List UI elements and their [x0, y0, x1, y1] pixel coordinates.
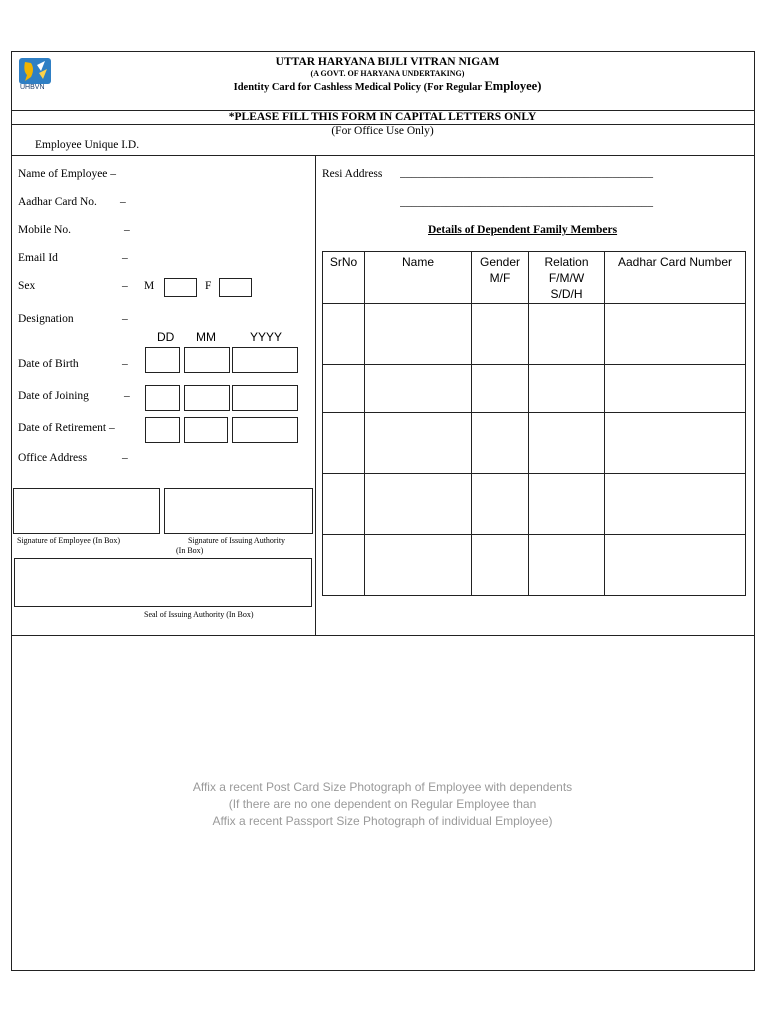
authority-signature-caption: [164, 536, 309, 556]
dob-dash: –: [122, 358, 128, 370]
table-row: [323, 413, 746, 474]
office-use-note: (For Office Use Only): [331, 125, 434, 137]
photo-note-line1: Affix a recent Post Card Size Photograph of Employee with dependents: [192, 780, 573, 794]
cell-srno[interactable]: [323, 365, 365, 413]
mm-header: MM: [196, 330, 216, 344]
col-gender-sub: M/F: [489, 271, 511, 285]
authority-signature-box[interactable]: [164, 488, 313, 534]
cell-srno[interactable]: [323, 474, 365, 535]
sex-dash: –: [122, 280, 128, 292]
aadhar-dash: –: [120, 196, 126, 208]
dob-label: Date of Birth: [18, 358, 79, 370]
card-title: [180, 79, 595, 94]
col-aadhar-label: Aadhar Card Number: [617, 255, 733, 269]
col-relation: [529, 252, 605, 304]
sex-m-label: M: [144, 280, 155, 292]
cell-srno[interactable]: [323, 535, 365, 596]
aadhar-label: Aadhar Card No.: [18, 196, 97, 208]
photo-note-line3: Affix a recent Passport Size Photograph of individual Employee): [212, 814, 553, 828]
cell-srno[interactable]: [323, 413, 365, 474]
org-name: UTTAR HARYANA BIJLI VITRAN NIGAM: [275, 56, 500, 68]
office-address-label: Office Address: [18, 452, 88, 464]
cell-gender[interactable]: [472, 474, 529, 535]
dob-yyyy-input[interactable]: [232, 347, 298, 373]
col-srno: [323, 252, 365, 304]
col-relation-label: Relation: [544, 255, 589, 269]
uid-divider: [11, 155, 754, 156]
employee-signature-caption: Signature of Employee (In Box): [17, 536, 121, 545]
email-dash: –: [122, 252, 128, 264]
authority-caption-line2: (In Box): [176, 546, 204, 555]
cell-relation[interactable]: [529, 304, 605, 365]
cell-aadhar[interactable]: [605, 365, 746, 413]
cell-name[interactable]: [365, 365, 472, 413]
sex-label: Sex: [18, 280, 36, 292]
dd-header: DD: [157, 330, 175, 344]
seal-caption: Seal of Issuing Authority (In Box): [144, 610, 254, 619]
capital-letters-instruction: *PLEASE FILL THIS FORM IN CAPITAL LETTERS ONLY: [228, 111, 537, 123]
org-subtitle: (A GOVT. OF HARYANA UNDERTAKING): [310, 69, 465, 78]
dor-mm-input[interactable]: [184, 417, 228, 443]
cell-gender[interactable]: [472, 365, 529, 413]
photo-note-line2: (If there are no one dependent on Regular Employee than: [228, 797, 537, 811]
col-relation-sub1: F/M/W: [548, 271, 585, 285]
yyyy-header: YYYY: [250, 330, 283, 344]
cell-aadhar[interactable]: [605, 304, 746, 365]
cell-aadhar[interactable]: [605, 474, 746, 535]
col-name-label: Name: [401, 255, 434, 269]
logo-caption: UHBVN: [20, 84, 45, 91]
doj-label: Date of Joining: [18, 390, 89, 402]
doj-dd-input[interactable]: [145, 385, 180, 411]
cell-relation[interactable]: [529, 413, 605, 474]
table-row: [323, 474, 746, 535]
col-name: [365, 252, 472, 304]
col-gender-label: Gender: [479, 255, 521, 269]
card-title-emphasis: Employee): [484, 79, 542, 93]
col-aadhar: [605, 252, 746, 304]
seal-box[interactable]: [14, 558, 312, 607]
doj-yyyy-input[interactable]: [232, 385, 298, 411]
card-title-text: Identity Card for Cashless Medical Policy (For Regular: [233, 82, 482, 93]
dor-yyyy-input[interactable]: [232, 417, 298, 443]
table-row: [323, 365, 746, 413]
employee-uid-label: Employee Unique I.D.: [35, 139, 140, 151]
dependents-title: Details of Dependent Family Members: [428, 224, 618, 236]
doj-mm-input[interactable]: [184, 385, 230, 411]
dor-label: Date of Retirement –: [18, 422, 115, 434]
dependents-table: [322, 251, 746, 596]
name-of-employee-label: Name of Employee –: [18, 168, 117, 180]
designation-dash: –: [122, 313, 128, 325]
office-address-dash: –: [122, 452, 128, 464]
cell-name[interactable]: [365, 304, 472, 365]
dependents-header-row: [323, 252, 746, 304]
resi-address-line-2[interactable]: ____________________________________________: [400, 196, 653, 208]
designation-label: Designation: [18, 313, 74, 325]
dob-mm-input[interactable]: [184, 347, 230, 373]
cell-relation[interactable]: [529, 535, 605, 596]
employee-signature-box[interactable]: [13, 488, 160, 534]
resi-address-label: Resi Address: [322, 168, 383, 180]
email-label: Email Id: [18, 252, 58, 264]
col-gender: [472, 252, 529, 304]
table-row: [323, 304, 746, 365]
authority-caption-line1: Signature of Issuing Authority: [187, 536, 286, 545]
dor-dd-input[interactable]: [145, 417, 180, 443]
photograph-instructions: [12, 779, 753, 830]
col-srno-label: SrNo: [329, 255, 358, 269]
cell-gender[interactable]: [472, 304, 529, 365]
org-logo: [17, 57, 55, 93]
resi-address-line-1[interactable]: ____________________________________________: [400, 167, 653, 179]
cell-gender[interactable]: [472, 413, 529, 474]
cell-aadhar[interactable]: [605, 413, 746, 474]
col-relation-sub2: S/D/H: [550, 287, 583, 301]
cell-srno[interactable]: [323, 304, 365, 365]
table-row: [323, 535, 746, 596]
cell-name[interactable]: [365, 474, 472, 535]
cell-name[interactable]: [365, 413, 472, 474]
sex-f-checkbox[interactable]: [219, 278, 252, 297]
cell-relation[interactable]: [529, 474, 605, 535]
sex-f-label: F: [205, 280, 212, 292]
doj-dash: –: [124, 390, 130, 402]
mobile-dash: –: [124, 224, 130, 236]
cell-gender[interactable]: [472, 535, 529, 596]
column-divider: [315, 155, 316, 635]
dob-dd-input[interactable]: [145, 347, 180, 373]
mobile-label: Mobile No.: [18, 224, 72, 236]
cell-name[interactable]: [365, 535, 472, 596]
cell-aadhar[interactable]: [605, 535, 746, 596]
cell-relation[interactable]: [529, 365, 605, 413]
sex-m-checkbox[interactable]: [164, 278, 197, 297]
